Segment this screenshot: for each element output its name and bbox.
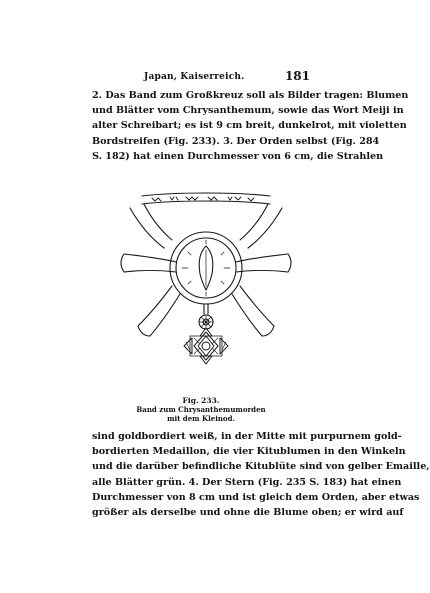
figure-caption: [92, 396, 310, 423]
page-number: 181: [284, 69, 310, 83]
text-line: S. 182) hat einen Durchmesser von 6 cm, die Strahlen: [92, 150, 384, 162]
text-line: alle Blätter grün. 4. Der Stern (Fig. 235 S. 183) hat einen: [92, 476, 402, 488]
paragraph-top: [92, 88, 409, 164]
text-line: 2. Das Band zum Großkreuz soll als Bilder tragen: Blumen: [92, 90, 409, 101]
figure-number: Fig. 233.: [182, 396, 220, 405]
ribbon-drawing: [120, 186, 292, 396]
text-line: größer als derselbe und ohne die Blume oben; er wird auf: [92, 506, 404, 518]
text-line: Durchmesser von 8 cm und ist gleich dem Orden, aber etwas: [92, 491, 420, 503]
text-line: und Blätter vom Chrysanthemum, sowie das Wort Meiji in: [92, 105, 404, 117]
text-line: Bordstreifen (Fig. 233). 3. Der Orden selbst (Fig. 284: [92, 135, 380, 147]
page-header: [92, 70, 310, 86]
text-line: bordierten Medaillon, die vier Kitublumen in den Winkeln: [92, 446, 406, 458]
text-line: und die darüber befindliche Kitublüte sind von gelber Emaille,: [92, 461, 430, 473]
figure-caption-line: mit dem Kleinod.: [167, 414, 235, 423]
text-line: sind goldbordiert weiß, in der Mitte mit purpurnem gold-: [92, 431, 402, 442]
order-ribbon-illustration: [120, 186, 292, 396]
running-title: Japan, Kaiserreich.: [144, 72, 245, 82]
text-line: alter Schreibart; es ist 9 cm breit, dunkelrot, mit violetten: [92, 120, 407, 132]
figure-caption-line: Band zum Chrysanthemumorden: [136, 405, 266, 414]
paragraph-bottom: [92, 429, 430, 520]
